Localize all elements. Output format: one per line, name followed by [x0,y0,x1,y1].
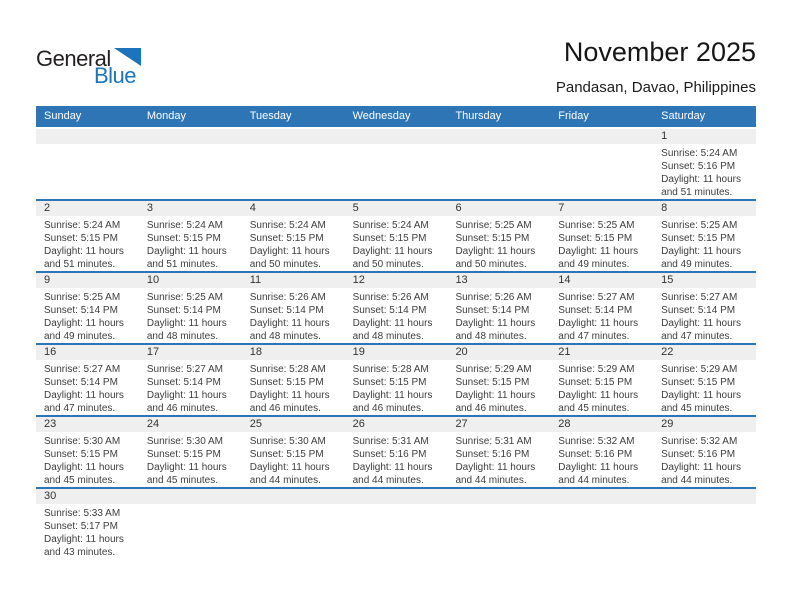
weekday-label-friday: Friday [558,110,589,122]
day-cell-empty [242,489,345,559]
day-info-line: Daylight: 11 hours [146,318,227,329]
day-number: 16 [44,346,57,358]
day-info-line: Sunset: 5:15 PM [558,377,633,388]
day-cell [550,273,653,343]
day-info [147,219,242,271]
day-info-line: Daylight: 11 hours [661,318,742,329]
week-row [36,487,756,559]
day-number: 30 [44,490,57,502]
day-number: 17 [146,346,160,358]
day-number: 27 [455,418,468,430]
day-number: 8 [661,202,668,214]
day-info-line: Sunset: 5:16 PM [558,449,633,460]
day-info-line: Sunset: 5:15 PM [455,377,530,388]
day-info [353,219,448,271]
day-info [250,363,345,415]
day-info [455,219,550,271]
day-info-line: Sunset: 5:16 PM [661,449,736,460]
day-info-line: Daylight: 11 hours [558,318,639,329]
day-info-line: Sunset: 5:14 PM [455,305,530,316]
day-info-line: Daylight: 11 hours [44,462,124,473]
day-number: 2 [44,202,51,214]
day-info-line: Sunrise: 5:24 AM [249,220,326,231]
day-number: 23 [44,418,57,430]
day-number: 25 [249,418,262,430]
day-info-line: Daylight: 11 hours [558,462,639,473]
day-number: 10 [146,274,160,286]
day-number: 4 [249,202,256,214]
day-info-line: Daylight: 11 hours [44,246,124,257]
day-cell-empty [139,489,242,559]
day-info [661,219,756,271]
day-info [250,291,345,343]
day-info-line: Sunset: 5:15 PM [44,233,118,244]
day-cell [242,201,345,271]
day-cell-empty [139,129,242,199]
weekday-label-monday: Monday [146,110,186,122]
day-info-line: and 44 minutes. [558,475,630,486]
day-cell-empty [345,129,448,199]
week-row [36,129,756,199]
day-info-line: Daylight: 11 hours [352,462,433,473]
day-info-line: Sunset: 5:15 PM [558,233,633,244]
day-info-line: Sunset: 5:15 PM [352,233,427,244]
day-cell [242,345,345,415]
day-info-line: Sunrise: 5:27 AM [558,292,635,303]
day-cell-empty [242,129,345,199]
day-number: 14 [558,274,571,286]
day-info-line: Sunset: 5:14 PM [146,305,221,316]
day-cell [447,201,550,271]
day-number: 5 [352,202,359,214]
day-cell [345,417,448,487]
day-info-line: Sunrise: 5:30 AM [146,436,224,447]
day-cell-empty [550,489,653,559]
day-number: 24 [146,418,160,430]
day-info-line: Sunset: 5:17 PM [44,521,118,532]
day-info-line: Sunrise: 5:33 AM [44,508,121,519]
day-info-line: and 49 minutes. [44,331,116,342]
day-number: 11 [249,274,262,286]
day-info [661,291,756,343]
day-info-line: and 46 minutes. [352,403,424,414]
day-info-line: Daylight: 11 hours [661,174,742,185]
day-cell-empty [447,129,550,199]
day-info-line: and 45 minutes. [146,475,219,486]
day-info-line: and 48 minutes. [352,331,424,342]
day-info-line: and 46 minutes. [249,403,321,414]
day-cell [36,273,139,343]
day-info-line: Sunrise: 5:24 AM [352,220,429,231]
day-cell [653,273,756,343]
weekday-label-sunday: Sunday [44,110,82,122]
day-info-line: Daylight: 11 hours [44,534,124,545]
day-info-line: and 44 minutes. [455,475,527,486]
day-cell-empty [550,129,653,199]
day-cell [36,489,139,559]
day-cell [653,345,756,415]
day-info-line: Sunset: 5:14 PM [558,305,633,316]
day-cell [550,345,653,415]
day-info-line: Sunrise: 5:29 AM [558,364,635,375]
day-info-line: Sunrise: 5:25 AM [558,220,635,231]
day-cell [36,417,139,487]
day-cell [653,201,756,271]
day-info-line: Sunset: 5:15 PM [455,233,530,244]
day-info-line: and 50 minutes. [249,259,321,270]
day-info-line: Sunset: 5:15 PM [44,449,118,460]
day-cell [242,273,345,343]
day-info-line: and 50 minutes. [352,259,424,270]
day-cell [550,201,653,271]
day-number: 18 [249,346,262,358]
day-info-line: and 46 minutes. [146,403,219,414]
day-info [661,435,756,487]
day-info-line: Sunset: 5:14 PM [44,305,118,316]
weekday-label-thursday: Thursday [455,110,502,122]
day-info [661,363,756,415]
day-info-line: Sunrise: 5:27 AM [661,292,738,303]
day-info [250,435,345,487]
day-info [455,435,550,487]
day-number: 22 [661,346,674,358]
day-number: 20 [455,346,468,358]
day-number: 13 [455,274,468,286]
logo-text-general: General [36,46,111,71]
day-cell [36,201,139,271]
day-info-line: and 47 minutes. [44,403,116,414]
day-number: 28 [558,418,571,430]
day-info [455,363,550,415]
logo-text-blue: Blue [94,63,137,88]
day-number: 21 [558,346,571,358]
day-info-line: Sunrise: 5:25 AM [146,292,224,303]
day-info-line: Daylight: 11 hours [661,246,742,257]
day-info-line: Daylight: 11 hours [558,246,639,257]
day-info-line: Daylight: 11 hours [146,246,227,257]
day-info [353,363,448,415]
page-subtitle: Pandasan, Davao, Philippines [555,79,756,96]
day-info-line: Daylight: 11 hours [44,390,124,401]
day-info-line: and 43 minutes. [44,547,116,558]
day-cell [447,345,550,415]
day-info-line: and 45 minutes. [44,475,116,486]
day-info-line: Sunset: 5:15 PM [249,449,324,460]
week-row [36,415,756,487]
day-info-line: Sunrise: 5:28 AM [352,364,429,375]
day-info-line: Sunset: 5:15 PM [249,377,324,388]
day-info-line: and 51 minutes. [44,259,116,270]
day-number: 19 [352,346,365,358]
day-info [147,291,242,343]
weekday-label-wednesday: Wednesday [352,110,411,122]
day-info-line: Daylight: 11 hours [661,390,742,401]
week-row [36,271,756,343]
day-info-line: Sunrise: 5:26 AM [249,292,326,303]
day-info [44,507,139,559]
day-info-line: Sunset: 5:15 PM [661,377,736,388]
day-info-line: Daylight: 11 hours [249,318,330,329]
day-info-line: and 47 minutes. [661,331,733,342]
week-row [36,199,756,271]
day-info-line: Sunrise: 5:24 AM [661,148,738,159]
calendar-grid [36,129,756,559]
day-info-line: Daylight: 11 hours [352,318,433,329]
day-info-line: and 50 minutes. [455,259,527,270]
day-info-line: and 47 minutes. [558,331,630,342]
day-info [558,435,653,487]
day-cell [139,201,242,271]
day-info-line: Daylight: 11 hours [352,246,433,257]
day-info-line: Sunset: 5:16 PM [352,449,427,460]
day-number: 15 [661,274,674,286]
day-cell [36,345,139,415]
day-info [147,435,242,487]
day-info-line: Sunrise: 5:30 AM [249,436,326,447]
day-cell [447,417,550,487]
day-info-line: and 44 minutes. [352,475,424,486]
day-info-line: Sunset: 5:15 PM [352,377,427,388]
day-info-line: Sunset: 5:15 PM [661,233,736,244]
day-info-line: Sunset: 5:14 PM [661,305,736,316]
day-info [353,291,448,343]
day-info-line: and 46 minutes. [455,403,527,414]
day-info-line: Sunrise: 5:31 AM [455,436,532,447]
title-block [556,37,756,96]
day-info [558,363,653,415]
weekday-label-tuesday: Tuesday [249,110,292,122]
day-info-line: and 48 minutes. [249,331,321,342]
day-info-line: Sunrise: 5:24 AM [44,220,121,231]
day-info [147,363,242,415]
day-number: 7 [558,202,565,214]
day-cell [447,273,550,343]
weekday-header [36,106,756,127]
day-info-line: Daylight: 11 hours [44,318,124,329]
day-cell-empty [345,489,448,559]
day-info-line: Sunset: 5:15 PM [146,233,221,244]
day-cell [345,273,448,343]
general-blue-logo [36,46,176,89]
day-cell-empty [447,489,550,559]
day-info-line: Sunrise: 5:27 AM [44,364,121,375]
day-info-line: Sunset: 5:15 PM [146,449,221,460]
day-info-line: Sunrise: 5:25 AM [661,220,738,231]
day-info [250,219,345,271]
day-info-line: Sunset: 5:14 PM [146,377,221,388]
day-info-line: Sunrise: 5:29 AM [661,364,738,375]
weekday-label-saturday: Saturday [661,110,706,122]
day-number: 3 [146,202,153,214]
day-info-line: and 48 minutes. [455,331,527,342]
day-cell [139,417,242,487]
day-info-line: and 49 minutes. [558,259,630,270]
day-info-line: and 51 minutes. [146,259,219,270]
day-info-line: Sunset: 5:14 PM [249,305,324,316]
day-info [353,435,448,487]
day-cell [653,417,756,487]
day-info-line: Daylight: 11 hours [455,462,536,473]
day-info-line: Sunrise: 5:29 AM [455,364,532,375]
day-info-line: and 44 minutes. [249,475,321,486]
day-number: 29 [661,418,674,430]
day-info [661,147,756,199]
day-cell [139,273,242,343]
day-info-line: Sunset: 5:16 PM [661,161,736,172]
day-info-line: Daylight: 11 hours [249,390,330,401]
day-cell-empty [36,129,139,199]
day-info [455,291,550,343]
day-info-line: Daylight: 11 hours [249,246,330,257]
day-info [44,291,139,343]
day-info-line: Daylight: 11 hours [455,318,536,329]
day-info-line: Sunset: 5:14 PM [44,377,118,388]
day-info-line: and 45 minutes. [661,403,733,414]
day-info-line: and 45 minutes. [558,403,630,414]
day-info-line: Daylight: 11 hours [661,462,742,473]
day-info [44,363,139,415]
day-info-line: Sunrise: 5:24 AM [146,220,224,231]
day-info-line: Sunrise: 5:25 AM [455,220,532,231]
day-info-line: Sunrise: 5:28 AM [249,364,326,375]
day-info-line: Sunrise: 5:32 AM [558,436,635,447]
day-info [44,219,139,271]
day-info-line: Sunrise: 5:31 AM [352,436,429,447]
day-info-line: and 51 minutes. [661,187,733,198]
day-number: 26 [352,418,365,430]
day-info-line: Daylight: 11 hours [249,462,330,473]
day-cell [653,129,756,199]
day-info-line: Daylight: 11 hours [352,390,433,401]
day-info-line: Sunset: 5:16 PM [455,449,530,460]
calendar [36,106,756,559]
day-info-line: Daylight: 11 hours [146,462,227,473]
day-info-line: Daylight: 11 hours [455,390,536,401]
day-cell [139,345,242,415]
day-cell-empty [653,489,756,559]
day-info-line: Daylight: 11 hours [558,390,639,401]
day-number: 1 [661,130,668,142]
day-info-line: Sunrise: 5:32 AM [661,436,738,447]
day-info-line: Sunset: 5:14 PM [352,305,427,316]
day-cell [345,345,448,415]
day-number: 12 [352,274,365,286]
day-info-line: Sunrise: 5:26 AM [455,292,532,303]
day-info-line: Sunset: 5:15 PM [249,233,324,244]
day-info-line: Sunrise: 5:26 AM [352,292,429,303]
day-cell [242,417,345,487]
logo-triangle-icon [114,48,141,66]
day-info-line: and 49 minutes. [661,259,733,270]
day-number: 6 [455,202,462,214]
day-cell [550,417,653,487]
day-info-line: and 48 minutes. [146,331,219,342]
page-title: November 2025 [563,37,756,67]
day-info-line: Sunrise: 5:27 AM [146,364,224,375]
day-info-line: Daylight: 11 hours [455,246,536,257]
day-info [44,435,139,487]
day-info [558,219,653,271]
day-info-line: Daylight: 11 hours [146,390,227,401]
day-info-line: and 44 minutes. [661,475,733,486]
week-row [36,343,756,415]
day-cell [345,201,448,271]
day-number: 9 [44,274,51,286]
day-info [558,291,653,343]
day-info-line: Sunrise: 5:25 AM [44,292,121,303]
day-info-line: Sunrise: 5:30 AM [44,436,121,447]
